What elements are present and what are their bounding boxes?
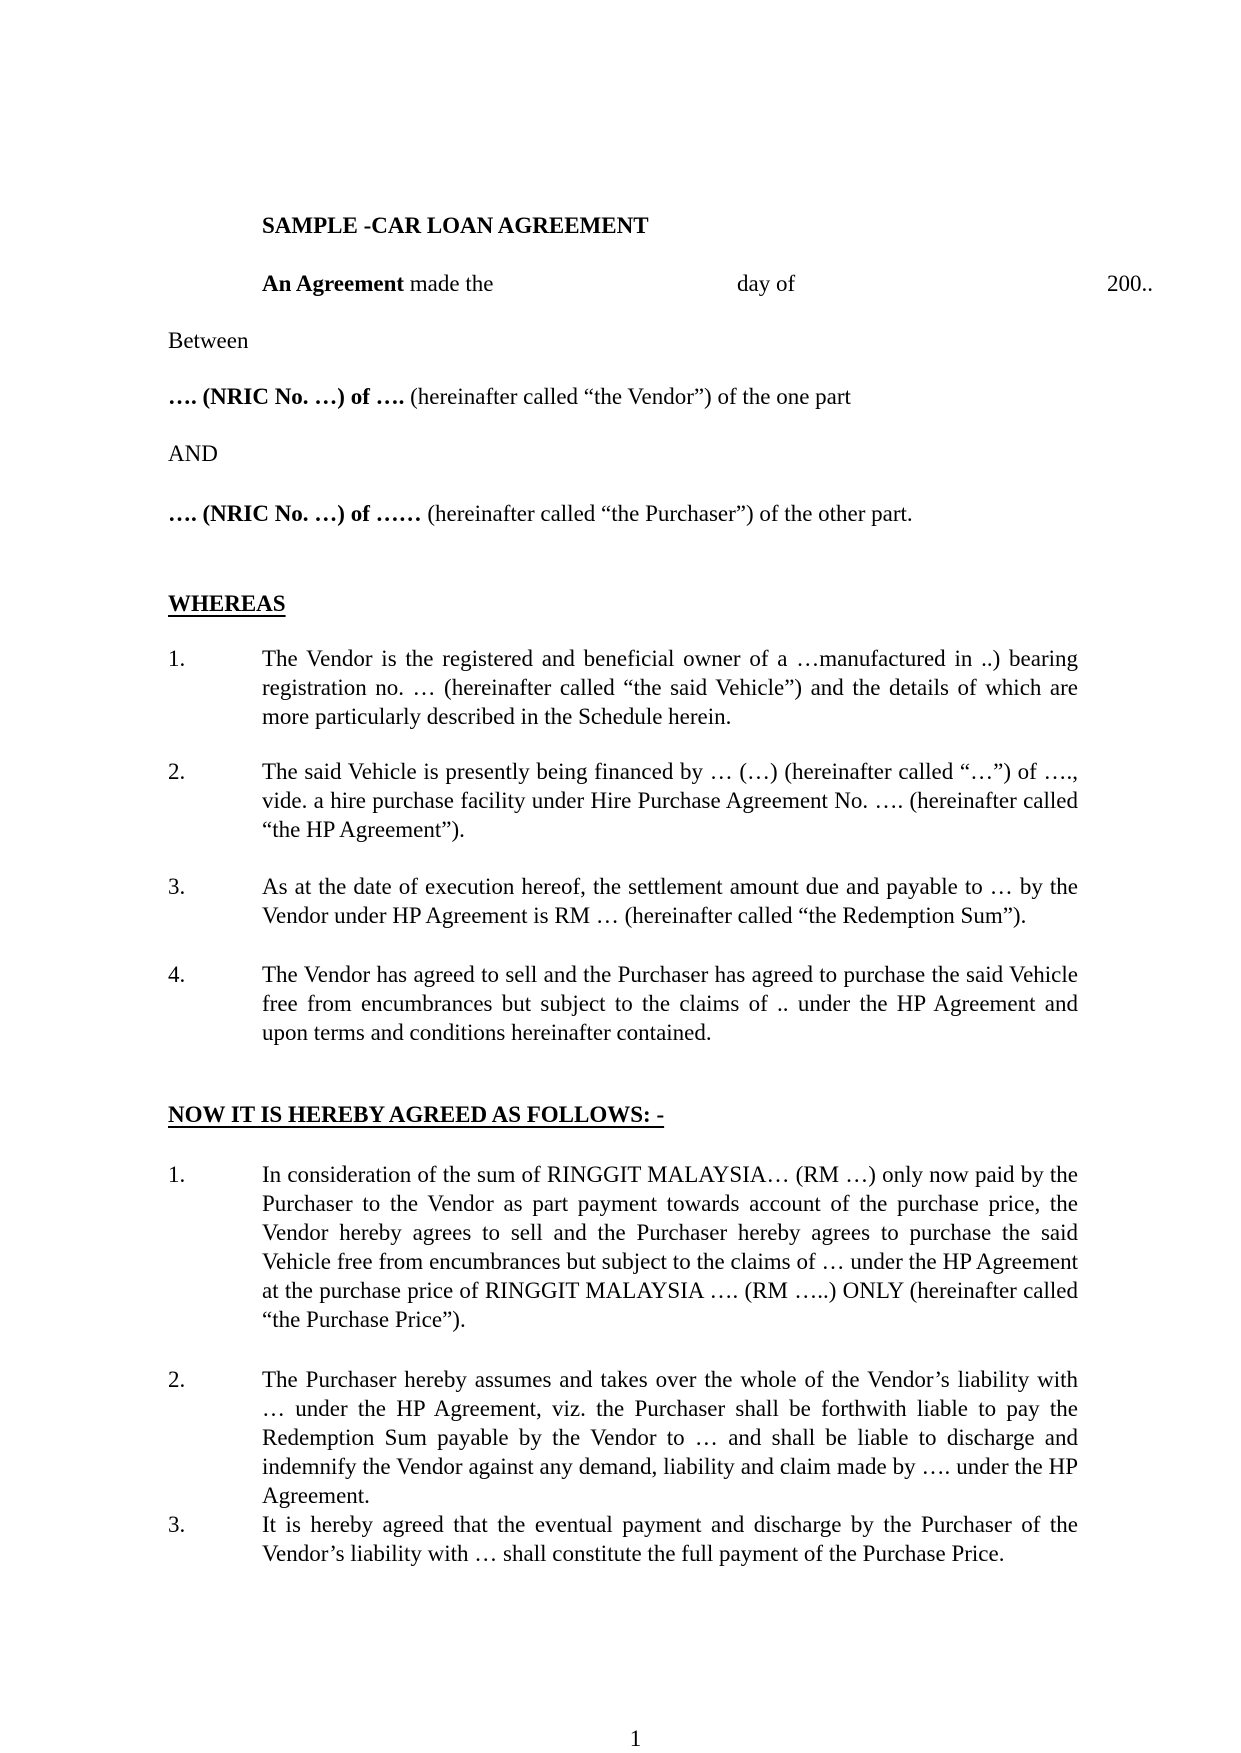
item-number: 4. [168,962,186,987]
item-text: The Purchaser hereby assumes and takes over the whole of the Vendor’s liability with … under the HP Agreement, viz. the Purchaser shall be forthwith liable to pay the Redemption Sum payable by the Vendor to … and shall be liable to discharge and indemnify the Vendor against any demand, liability and claim made by …. under the HP Agreement. [262,1367,1078,1508]
vendor-nric-blank: …. (NRIC No. …) of …. [168,384,405,409]
purchaser-description: (hereinafter called “the Purchaser”) of the other part. [421,501,913,526]
item-number: 3. [168,874,186,899]
item-text: It is hereby agreed that the eventual payment and discharge by the Purchaser of the Vendor’s liability with … shall constitute the full payment of the Purchase Price. [262,1512,1078,1566]
agreement-made-the: made the [404,271,494,296]
item-text: As at the date of execution hereof, the settlement amount due and payable to … by the Vendor under HP Agreement is RM … (hereinafter called “the Redemption Sum”). [262,874,1078,928]
item-number: 2. [168,1367,186,1392]
list-item [168,757,1078,844]
document-content [168,211,1153,1568]
item-text: In consideration of the sum of RINGGIT MALAYSIA… (RM …) only now paid by the Purchaser to the Vendor as part payment towards account of the purchase price, the Vendor hereby agrees to sell and the Purchaser hereby agrees to purchase the said Vehicle free from encumbrances but subject to the claims of … under the HP Agreement at the purchase price of RINGGIT MALAYSIA …. (RM …..) ONLY (hereinafter called “the Purchase Price”). [262,1162,1078,1332]
day-of-label: day of [737,271,796,296]
item-text: The Vendor has agreed to sell and the Purchaser has agreed to purchase the said Vehicle free from encumbrances but subject to the claims of .. under the HP Agreement and upon terms and conditions hereinafter contained. [262,962,1078,1045]
purchaser-nric-blank: …. (NRIC No. …) of …… [168,501,422,526]
list-item [168,1160,1078,1334]
purchaser-party-line [168,499,1078,528]
year-placeholder: 200.. [1107,271,1153,296]
list-item [168,1510,1078,1568]
item-number: 1. [168,1162,186,1187]
list-item [168,960,1078,1047]
list-item [168,644,1078,731]
whereas-heading: WHEREAS [168,591,286,616]
page-number: 1 [629,1726,642,1751]
item-text: The said Vehicle is presently being financed by … (…) (hereinafter called “…”) of …., vide. a hire purchase facility under Hire Purchase Agreement No. …. (hereinafter called “the HP Agreement”). [262,759,1078,842]
vendor-description: (hereinafter called “the Vendor”) of the one part [404,384,851,409]
list-item [168,872,1078,930]
agreement-lead: An Agreement [262,271,405,296]
agreement-date-line [262,269,1153,298]
item-number: 3. [168,1512,186,1537]
item-text: The Vendor is the registered and beneficial owner of a …manufactured in ..) bearing registration no. … (hereinafter called “the said Vehicle”) and the details of which are more particularly described in the Schedule herein. [262,646,1078,729]
between-label: Between [168,328,249,353]
item-number: 2. [168,759,186,784]
list-item [168,1365,1078,1510]
document-title: SAMPLE -CAR LOAN AGREEMENT [262,213,649,238]
item-number: 1. [168,646,186,671]
vendor-party-line [168,382,1078,411]
agreed-heading: NOW IT IS HEREBY AGREED AS FOLLOWS: - [168,1102,665,1127]
and-label: AND [168,441,218,466]
